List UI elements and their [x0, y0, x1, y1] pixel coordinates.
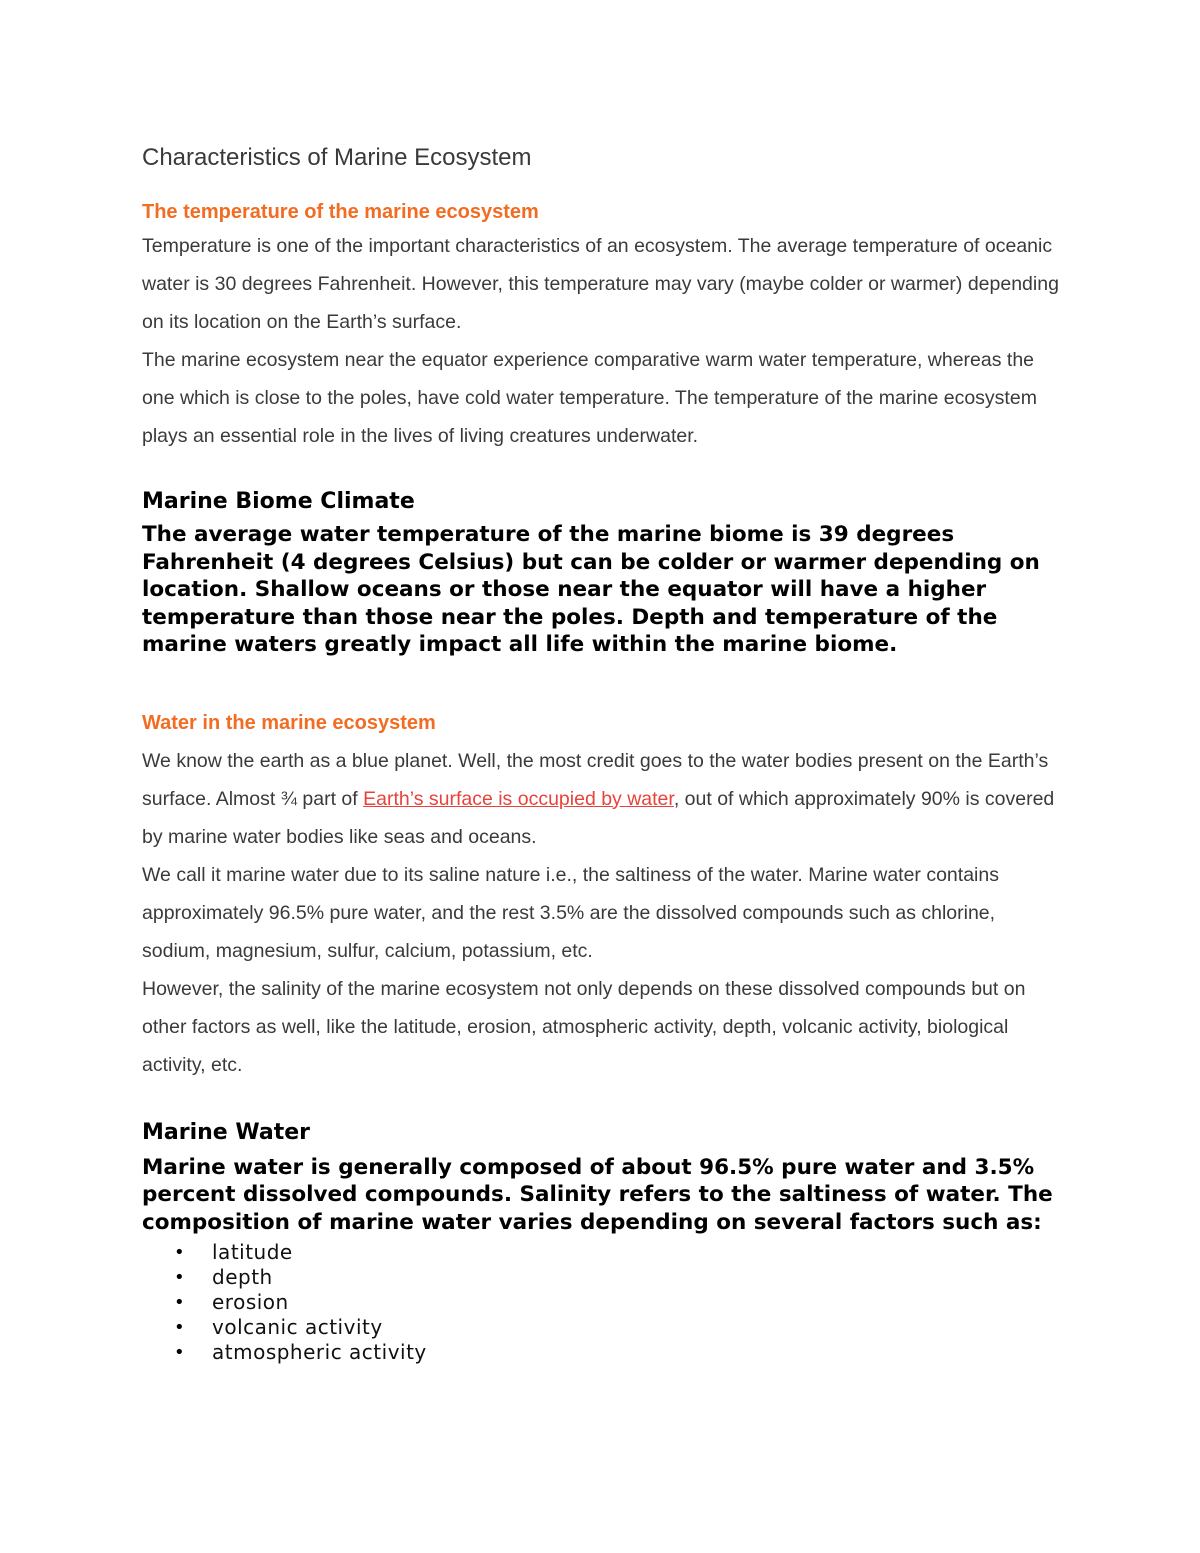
paragraph-temperature-2: The marine ecosystem near the equator experience comparative warm water temperature, whereas the one which is close to the poles, have cold water temperature. The temperature of the marine ecosystem plays an essential role in the lives of living creatures underwater. [142, 349, 1037, 447]
list-item [142, 1240, 1062, 1265]
salinity-term: Salinity [519, 1182, 612, 1207]
paragraph-water-1 [142, 742, 1062, 856]
list-item [142, 1340, 1062, 1365]
bullet-icon: • [174, 1342, 186, 1363]
page-title: Characteristics of Marine Ecosystem [142, 144, 532, 171]
list-item [142, 1265, 1062, 1290]
list-item-label: atmospheric activity [212, 1340, 427, 1364]
section-heading-temperature: The temperature of the marine ecosystem [142, 201, 539, 223]
list-item [142, 1315, 1062, 1340]
paragraph-water-3: However, the salinity of the marine ecosystem not only depends on these dissolved compounds but on other factors as well, like the latitude, erosion, atmospheric activity, depth, volcanic activity, biological activity, etc. [142, 977, 1026, 1076]
list-item [142, 1290, 1062, 1315]
list-item-label: volcanic activity [212, 1315, 383, 1339]
paragraph-water-2: We call it marine water due to its saline nature i.e., the saltiness of the water. Marine water contains approximately 96.5% pure water, and the rest 3.5% are the dissolved compounds such as chlorine, sodium, magnesium, sulfur, calcium, potassium, etc. [142, 863, 999, 962]
paragraph-marine-water-rest: refers to the saltiness of water. The composition of marine water varies depending on several factors such as: [142, 1182, 1053, 1235]
section-heading-biome-climate: Marine Biome Climate [142, 489, 415, 514]
earth-surface-water-link[interactable]: Earth’s surface is occupied by water [363, 787, 674, 810]
bullet-icon: • [174, 1292, 186, 1313]
list-item-label: latitude [212, 1240, 293, 1264]
bullet-icon: • [174, 1267, 186, 1288]
paragraph-marine-water [142, 1154, 1062, 1237]
section-heading-water: Water in the marine ecosystem [142, 711, 436, 734]
factors-list [142, 1240, 1062, 1365]
paragraph-marine-water-lead: Marine water is generally composed of about 96.5% pure water and 3.5% percent dissolved compounds. [142, 1154, 1035, 1207]
paragraph-water-1-lead: We know the earth as a blue planet. Well, the most credit goes to the water bodies present on the Earth’s surface. Almost ¾ part of [142, 749, 1049, 810]
paragraph-temperature-1: Temperature is one of the important characteristics of an ecosystem. The average temperature of oceanic water is 30 degrees Fahrenheit. However, this temperature may vary (maybe colder or warmer) depending on its location on the Earth’s surface. [142, 235, 1059, 333]
bullet-icon: • [174, 1317, 186, 1338]
section-heading-marine-water: Marine Water [142, 1119, 310, 1145]
list-item-label: depth [212, 1265, 273, 1289]
paragraph-biome-climate: The average water temperature of the marine biome is 39 degrees Fahrenheit (4 degrees Celsius) but can be colder or warmer depending on location. Shallow oceans or those near the equator will have a higher temperature than those near the poles. Depth and temperature of the marine waters greatly impact all life within the marine biome. [142, 522, 1040, 657]
list-item-label: erosion [212, 1290, 289, 1314]
bullet-icon: • [174, 1242, 186, 1263]
document-body [142, 140, 1062, 1365]
paragraph-water-1-tail: , out of which approximately 90% is covered by marine water bodies like seas and oceans. [142, 787, 1055, 848]
